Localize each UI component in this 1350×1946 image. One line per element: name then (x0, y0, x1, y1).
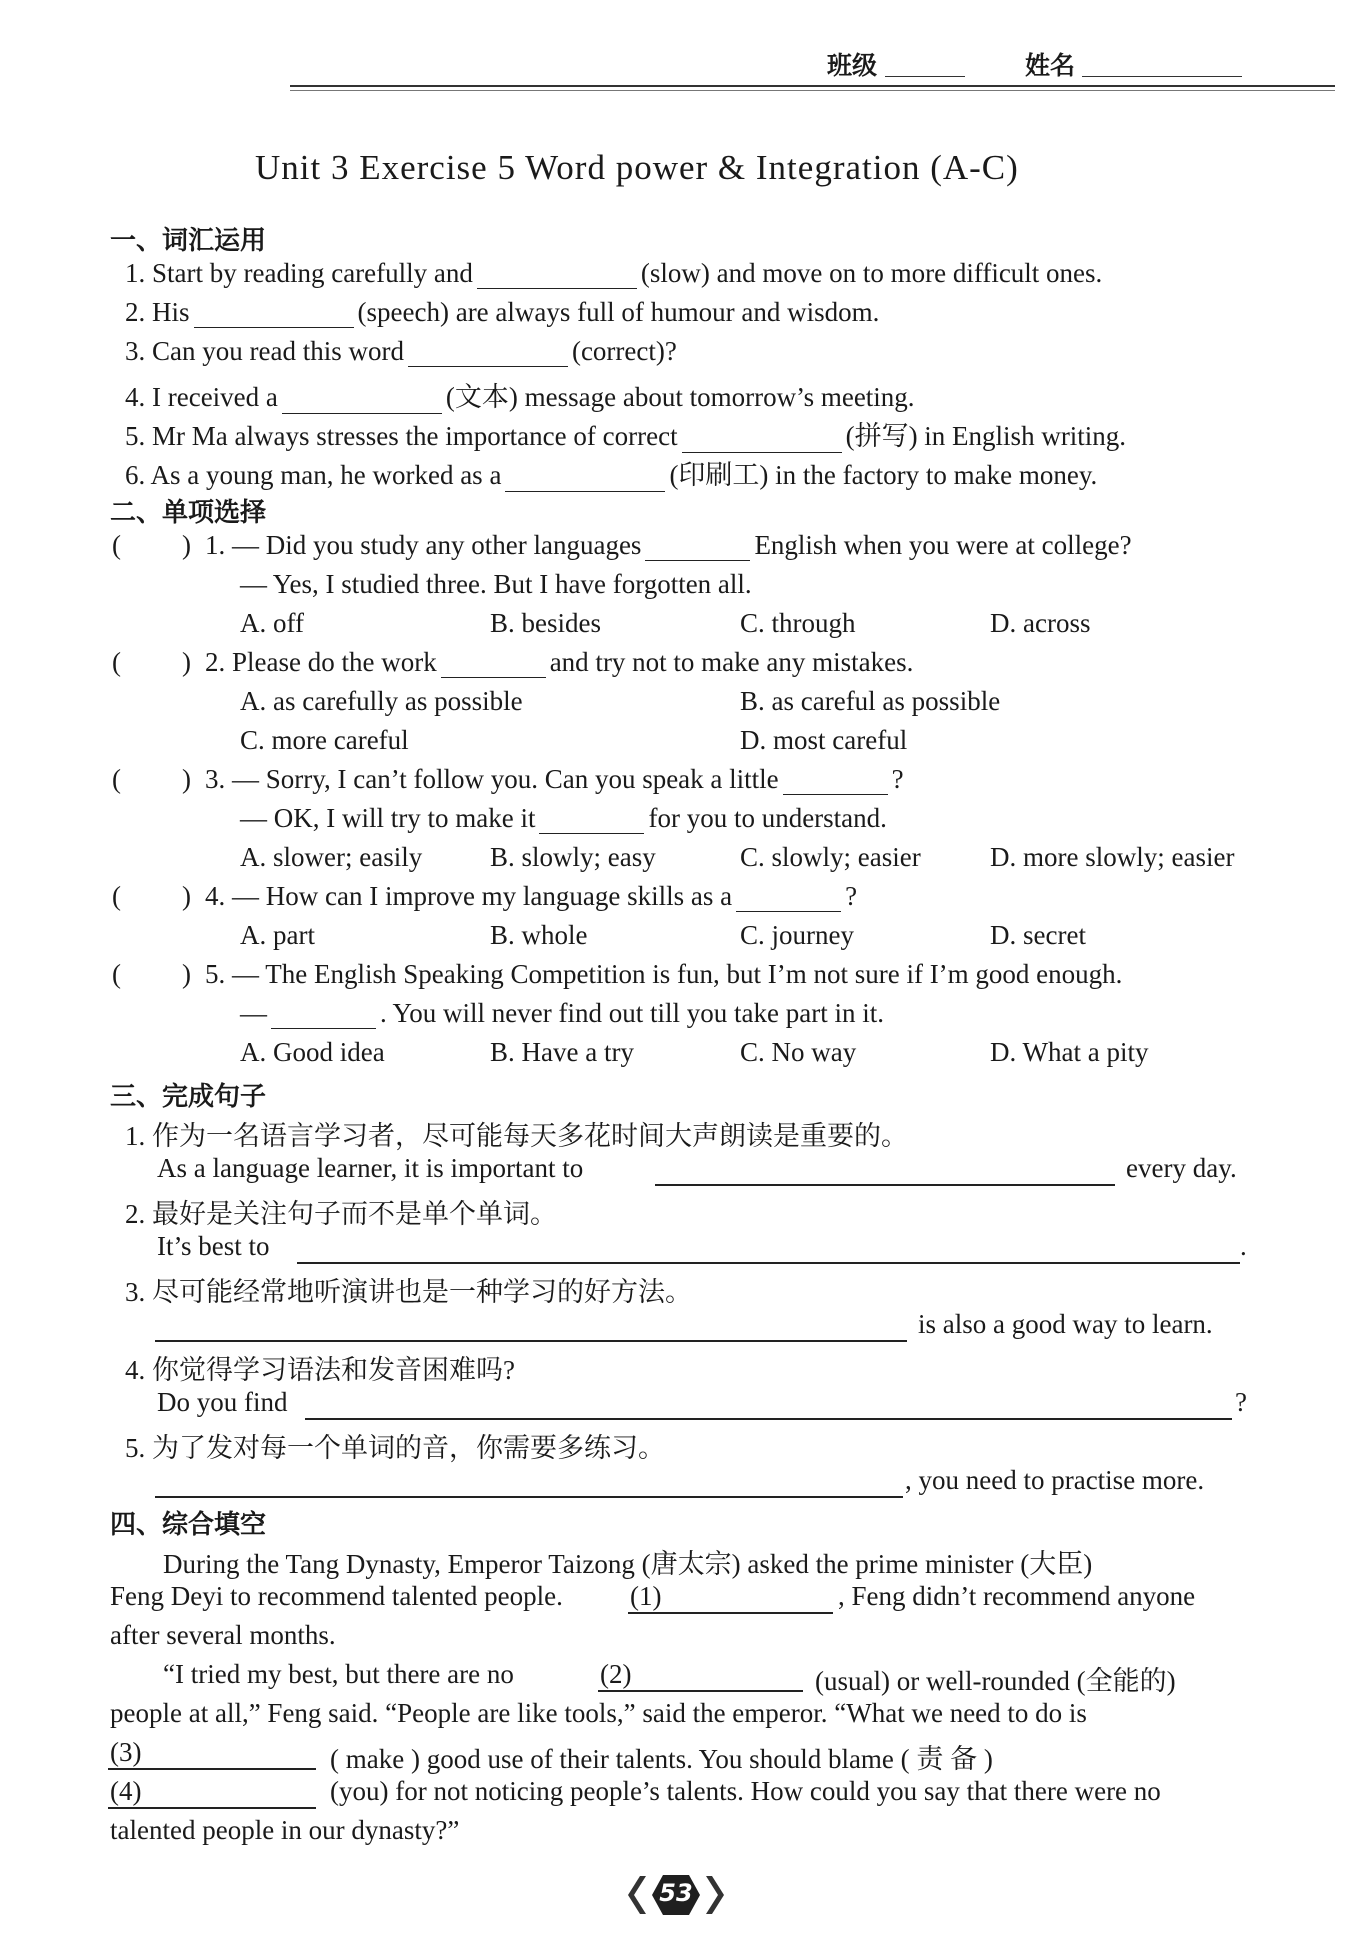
mc-q1-blank[interactable] (645, 534, 750, 561)
mc-q1-option-d: D. across (990, 608, 1091, 638)
passage-line-6b: ( make ) good use of their talents. You should blame ( 责 备 ) (330, 1744, 993, 1774)
passage-line-2a: Feng Deyi to recommend talented people. (110, 1581, 563, 1611)
page-title: Unit 3 Exercise 5 Word power & Integration (A-C) (255, 148, 1019, 187)
sentence-2-cn: 2. 最好是关注句子而不是单个单词。 (125, 1199, 557, 1229)
cloze-blank-4-label: (4) (110, 1776, 142, 1806)
mc-q2-option-c: C. more careful (240, 725, 409, 755)
mc-q3-option-b: B. slowly; easy (490, 842, 656, 872)
passage-line-8: talented people in our dynasty?” (110, 1815, 460, 1845)
header-rule-thin (290, 90, 1335, 91)
passage-line-4a: “I tried my best, but there are no (163, 1659, 514, 1689)
sentence-2-en: It’s best to (157, 1231, 270, 1261)
vocab-blank-3[interactable] (408, 340, 568, 367)
mc-q2-option-d: D. most careful (740, 725, 908, 755)
answer-paren-close-3: ) (182, 764, 191, 794)
mc-q4-blank[interactable] (736, 885, 841, 912)
mc-q5-option-d: D. What a pity (990, 1037, 1149, 1067)
answer-paren-close-2: ) (182, 647, 191, 677)
vocab-item-5: 5. Mr Ma always stresses the importance of correct (拼写) in English writing. (125, 421, 1127, 451)
mc-q3-line2: — OK, I will try to make it for you to understand. (240, 803, 887, 833)
class-label: 班级 (827, 51, 878, 80)
cloze-blank-2[interactable] (598, 1690, 803, 1692)
mc-q5-option-a: A. Good idea (240, 1037, 385, 1067)
answer-box-1[interactable] (130, 530, 178, 564)
class-blank[interactable] (885, 76, 965, 77)
mc-q4-option-d: D. secret (990, 920, 1086, 950)
mc-q4-option-c: C. journey (740, 920, 854, 950)
mc-q1-option-b: B. besides (490, 608, 601, 638)
mc-q2-line1: 2. Please do the work and try not to make any mistakes. (205, 647, 914, 677)
sentence-3-cn: 3. 尽可能经常地听演讲也是一种学习的好方法。 (125, 1277, 692, 1307)
vocab-item-4: 4. I received a (文本) message about tomorrow’s meeting. (125, 382, 915, 412)
answer-paren-close-4: ) (182, 881, 191, 911)
mc-q3-blank-2[interactable] (539, 807, 644, 834)
sentence-1-en: As a language learner, it is important to (157, 1153, 584, 1183)
name-blank[interactable] (1082, 76, 1242, 77)
sentence-5-post: , you need to practise more. (905, 1465, 1205, 1495)
mc-q5-option-c: C. No way (740, 1037, 857, 1067)
mc-q5-blank[interactable] (271, 1002, 376, 1029)
cloze-blank-3-label: (3) (110, 1737, 142, 1767)
name-label: 姓名 (1025, 51, 1076, 80)
mc-q1-option-c: C. through (740, 608, 856, 638)
cloze-blank-1[interactable] (628, 1612, 833, 1614)
passage-line-2b: , Feng didn’t recommend anyone (838, 1581, 1196, 1611)
mc-q5-line1: 5. — The English Speaking Competition is fun, but I’m not sure if I’m good enough. (205, 959, 1123, 989)
mc-q3-line1: 3. — Sorry, I can’t follow you. Can you speak a little ? (205, 764, 904, 794)
sentence-5-blank[interactable] (155, 1496, 903, 1498)
sentence-4-en: Do you find (157, 1387, 288, 1417)
mc-q1-line2: — Yes, I studied three. But I have forgotten all. (240, 569, 752, 599)
vocab-item-1: 1. Start by reading carefully and (slow) and move on to more difficult ones. (125, 258, 1103, 288)
cloze-blank-2-label: (2) (600, 1659, 632, 1689)
sentence-4-cn: 4. 你觉得学习语法和发音困难吗? (125, 1355, 515, 1385)
section-heading-cloze: 四、综合填空 (110, 1510, 267, 1540)
mc-q4-line1: 4. — How can I improve my language skills as a ? (205, 881, 858, 911)
mc-q3-option-a: A. slower; easily (240, 842, 423, 872)
answer-paren-open-4: ( (112, 881, 121, 911)
sentence-5-cn: 5. 为了发对每一个单词的音，你需要多练习。 (125, 1433, 665, 1463)
passage-line-7b: (you) for not noticing people’s talents. How could you say that there were no (330, 1776, 1161, 1806)
answer-box-3[interactable] (130, 764, 178, 798)
cloze-blank-4[interactable] (108, 1807, 316, 1809)
mc-q3-option-d: D. more slowly; easier (990, 842, 1235, 872)
passage-line-5: people at all,” Feng said. “People are like tools,” said the emperor. “What we need to do is (110, 1698, 1087, 1728)
answer-paren-open-1: ( (112, 530, 121, 560)
vocab-blank-4[interactable] (282, 387, 442, 414)
mc-q5-line2: — . You will never find out till you take part in it. (240, 998, 884, 1028)
vocab-blank-1[interactable] (477, 262, 637, 289)
answer-paren-open-5: ( (112, 959, 121, 989)
section-heading-mc: 二、单项选择 (110, 498, 267, 528)
sentence-3-blank[interactable] (155, 1340, 907, 1342)
answer-paren-close-1: ) (182, 530, 191, 560)
mc-q4-option-b: B. whole (490, 920, 588, 950)
sentence-4-post: ? (1235, 1387, 1247, 1417)
sentence-1-cn: 1. 作为一名语言学习者，尽可能每天多花时间大声朗读是重要的。 (125, 1121, 908, 1151)
section-heading-sentences: 三、完成句子 (110, 1082, 267, 1112)
sentence-4-blank[interactable] (305, 1418, 1232, 1420)
sentence-3-post: is also a good way to learn. (918, 1309, 1213, 1339)
sentence-2-post: . (1240, 1231, 1247, 1261)
mc-q4-option-a: A. part (240, 920, 315, 950)
vocab-item-3: 3. Can you read this word (correct)? (125, 336, 677, 366)
passage-line-4b: (usual) or well-rounded (全能的) (815, 1666, 1176, 1696)
page-number: 53 (659, 1879, 693, 1907)
vocab-blank-6[interactable] (505, 465, 665, 492)
vocab-blank-5[interactable] (682, 426, 842, 453)
answer-paren-open-3: ( (112, 764, 121, 794)
mc-q3-option-c: C. slowly; easier (740, 842, 921, 872)
mc-q5-option-b: B. Have a try (490, 1037, 634, 1067)
vocab-item-6: 6. As a young man, he worked as a (印刷工) in the factory to make money. (125, 460, 1098, 490)
vocab-item-2: 2. His (speech) are always full of humour and wisdom. (125, 297, 880, 327)
answer-paren-open-2: ( (112, 647, 121, 677)
answer-paren-close-5: ) (182, 959, 191, 989)
mc-q2-blank[interactable] (441, 651, 546, 678)
mc-q2-option-a: A. as carefully as possible (240, 686, 523, 716)
sentence-1-blank[interactable] (655, 1184, 1115, 1186)
header-rule (290, 85, 1335, 87)
passage-line-3: after several months. (110, 1620, 336, 1650)
cloze-blank-1-label: (1) (630, 1581, 662, 1611)
vocab-blank-2[interactable] (194, 301, 354, 328)
answer-box-4[interactable] (130, 881, 178, 915)
page-number-badge (622, 1866, 730, 1924)
mc-q1-option-a: A. off (240, 608, 304, 638)
cloze-blank-3[interactable] (108, 1768, 316, 1770)
sentence-2-blank[interactable] (297, 1262, 1240, 1264)
answer-box-2[interactable] (130, 647, 178, 681)
passage-line-1: During the Tang Dynasty, Emperor Taizong (唐太宗) asked the prime minister (大臣) (163, 1549, 1093, 1579)
mc-q3-blank-1[interactable] (783, 768, 888, 795)
section-heading-vocab: 一、词汇运用 (110, 226, 267, 256)
mc-q1-line1: 1. — Did you study any other languages English when you were at college? (205, 530, 1132, 560)
sentence-1-post: every day. (1126, 1153, 1237, 1183)
answer-box-5[interactable] (130, 959, 178, 993)
mc-q2-option-b: B. as careful as possible (740, 686, 1001, 716)
